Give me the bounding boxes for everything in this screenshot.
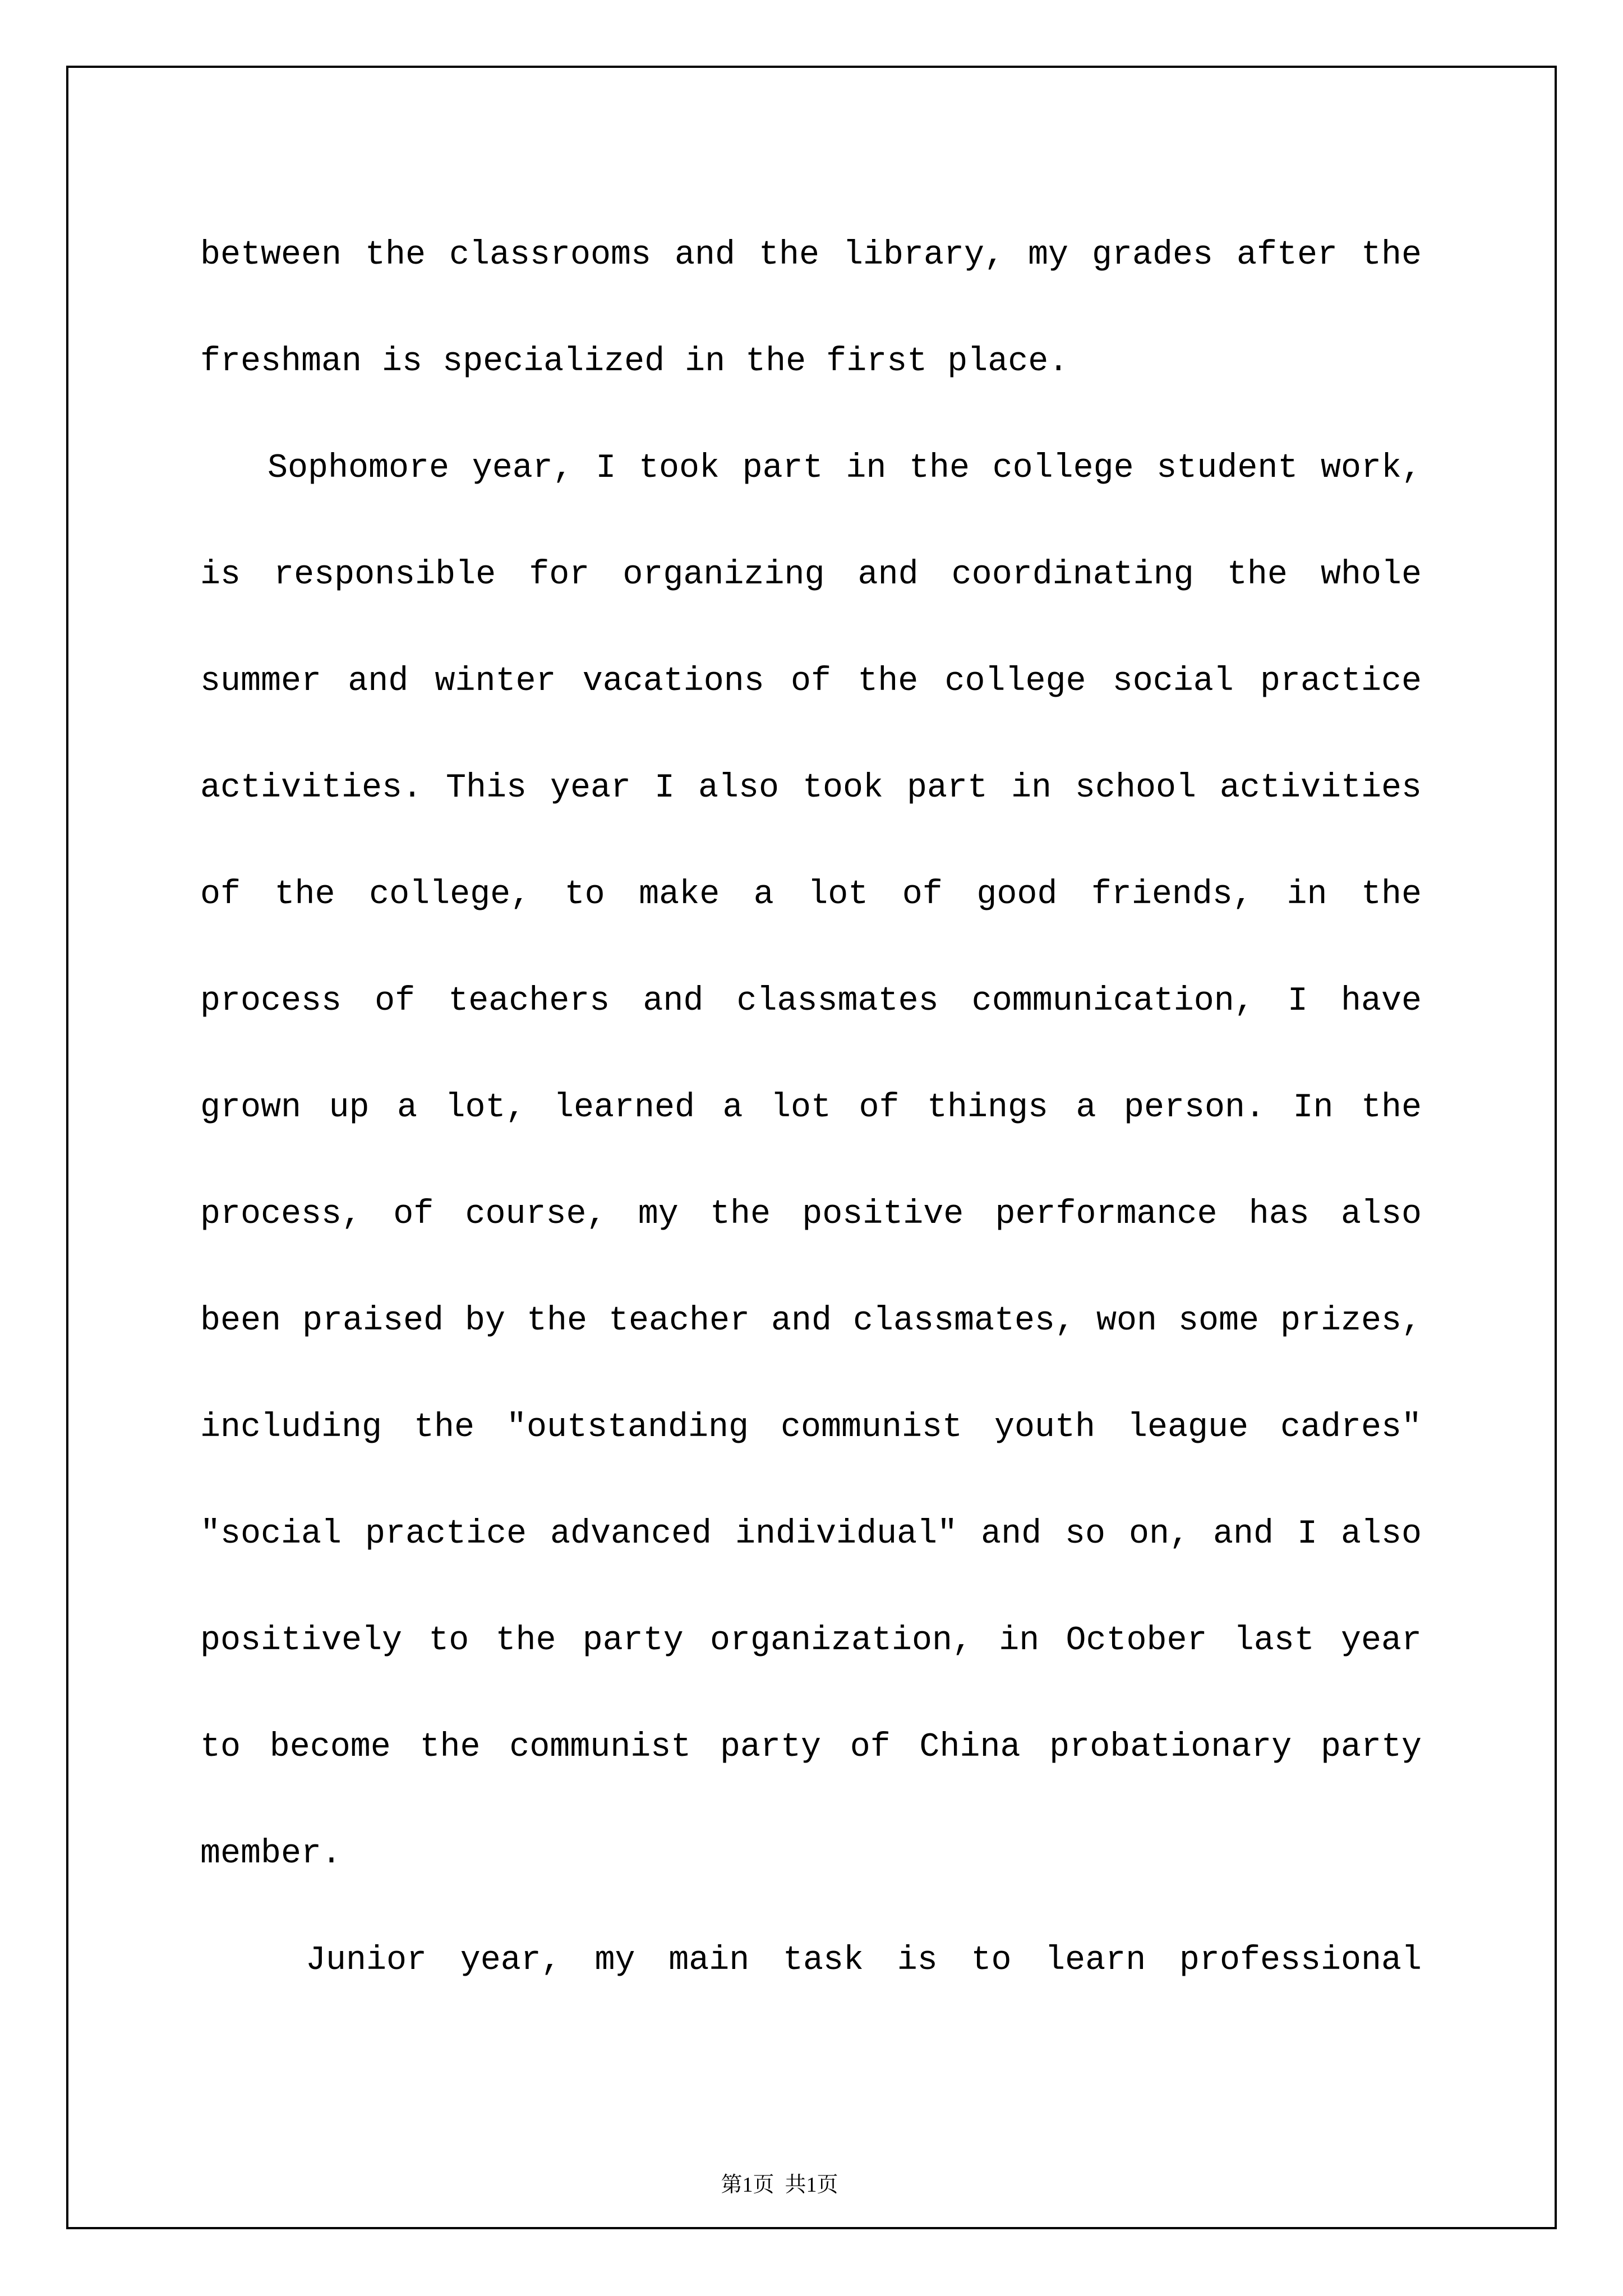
text-line: grown up a lot, learned a lot of things a person. In the bbox=[200, 1089, 1422, 1127]
text-line: positively to the party organization, in October last year bbox=[200, 1622, 1422, 1660]
document-body bbox=[200, 202, 1422, 2014]
text-line: summer and winter vacations of the college social practice bbox=[200, 662, 1422, 701]
text-line: activities. This year I also took part in school activities bbox=[200, 769, 1422, 807]
text-line: to become the communist party of China probationary party bbox=[200, 1728, 1422, 1766]
text-line: been praised by the teacher and classmates, won some prizes, bbox=[200, 1302, 1422, 1340]
text-line: process, of course, my the positive performance has also bbox=[200, 1195, 1422, 1234]
text-line: member. bbox=[200, 1835, 342, 1873]
text-line: freshman is specialized in the first place. bbox=[200, 343, 1069, 381]
text-line: is responsible for organizing and coordinating the whole bbox=[200, 556, 1422, 594]
page-footer bbox=[158, 2126, 1380, 2197]
text-line: between the classrooms and the library, my grades after the bbox=[200, 236, 1422, 274]
text-line: "social practice advanced individual" and so on, and I also bbox=[200, 1515, 1422, 1553]
text-line: process of teachers and classmates communication, I have bbox=[200, 982, 1422, 1020]
text-line: of the college, to make a lot of good friends, in the bbox=[200, 876, 1422, 914]
page-number: 第1页 共1页 bbox=[721, 2173, 838, 2197]
text-line: Junior year, my main task is to learn professional bbox=[306, 1941, 1422, 1980]
text-line: including the "outstanding communist youth league cadres" bbox=[200, 1409, 1422, 1447]
text-line: Sophomore year, I took part in the college student work, bbox=[268, 449, 1422, 487]
